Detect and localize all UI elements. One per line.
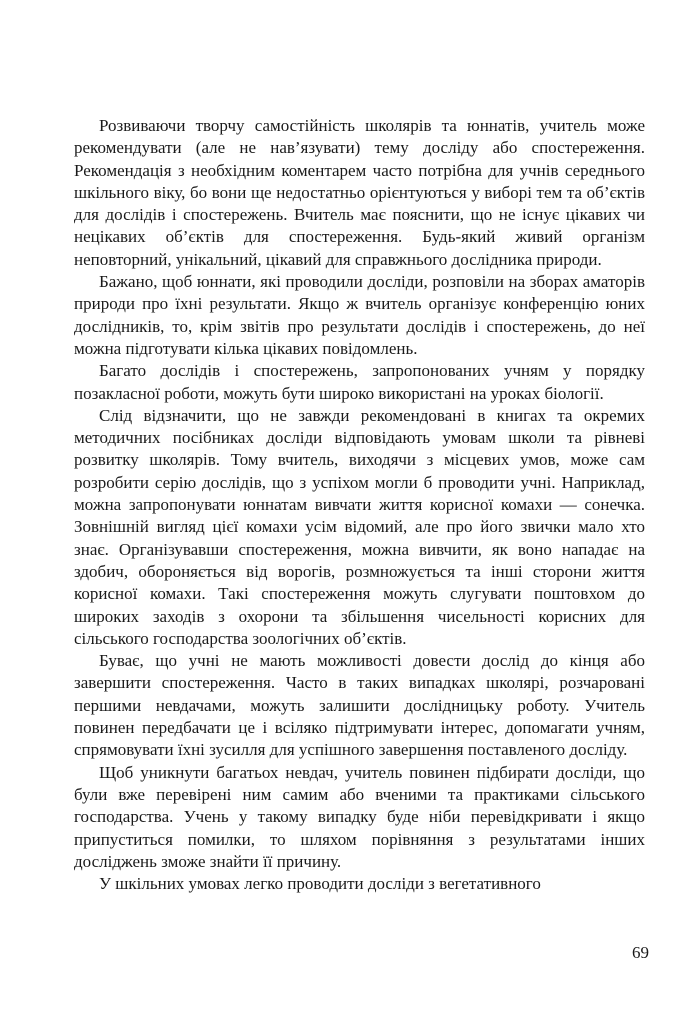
paragraph-2: Бажано, щоб юннати, які проводили досліди, розповіли на зборах аматорів природи про їхні результати. Якщо ж вчитель організує конференцію юних дослідників, то, крім звітів про результати дослідів і спостережень, до неї можна підготувати кілька цікавих повідомлень. — [74, 272, 645, 358]
page-number: 69 — [632, 943, 649, 962]
page-body — [74, 115, 645, 895]
paragraph-1: Розвиваючи творчу самостійність школярів та юннатів, учитель може рекомендувати (але не нав’язувати) тему досліду або спостереження. Рекомендація з необхідним коментарем часто потрібна для учнів середнього шкільного віку, бо вони ще недостатньо орієнтуються у виборі тем та об’єктів для дослідів і спостережень. Вчитель має пояснити, що не існує цікавих чи нецікавих об’єктів для спостереження. Будь-який живий організм неповторний, унікальний, цікавий для справжнього дослідника природи. — [74, 116, 645, 269]
paragraph-5: Буває, що учні не мають можливості довести дослід до кінця або завершити спостереження. Часто в таких випадках школярі, розчаровані першими невдачами, можуть залишити дослідницьку роботу. Учитель повинен передбачати це і всіляко підтримувати інтерес, допомагати учням, спрямовувати їхні зусилля для успішного завершення поставленого досліду. — [74, 651, 645, 760]
paragraph-3: Багато дослідів і спостережень, запропонованих учням у порядку позакласної роботи, можуть бути широко використані на уроках біології. — [74, 361, 645, 403]
paragraph-7: У шкільних умовах легко проводити досліди з вегетативного — [99, 874, 541, 894]
paragraph-6: Щоб уникнути багатьох невдач, учитель повинен підбирати досліди, що були вже перевірені ним самим або вченими та практиками сільського господарства. Учень у такому випадку буде ніби перевідкривати і якщо припуститься помилки, то шляхом порівняння з результатами інших досліджень зможе знайти її причину. — [74, 762, 645, 871]
paragraph-4: Слід відзначити, що не завжди рекомендовані в книгах та окремих методичних посібниках досліди відповідають умовам школи та рівневі розвитку школярів. Тому вчитель, виходячи з місцевих умов, може сам розробити серію дослідів, що з успіхом могли б проводити учні. Наприклад, можна запропонувати юннатам вивчати життя корисної комахи — сонечка. Зовнішній вигляд цієї комахи усім відомий, але про його звички мало хто знає. Організувавши спостереження, можна вивчити, як воно нападає на здобич, обороняється від ворогів, розмножується та інші сторони життя корисної комахи. Такі спостереження можуть слугувати поштовхом до широких заходів з охорони та збільшення чисельності корисних для сільського господарства зоологічних об’єктів. — [74, 405, 645, 648]
